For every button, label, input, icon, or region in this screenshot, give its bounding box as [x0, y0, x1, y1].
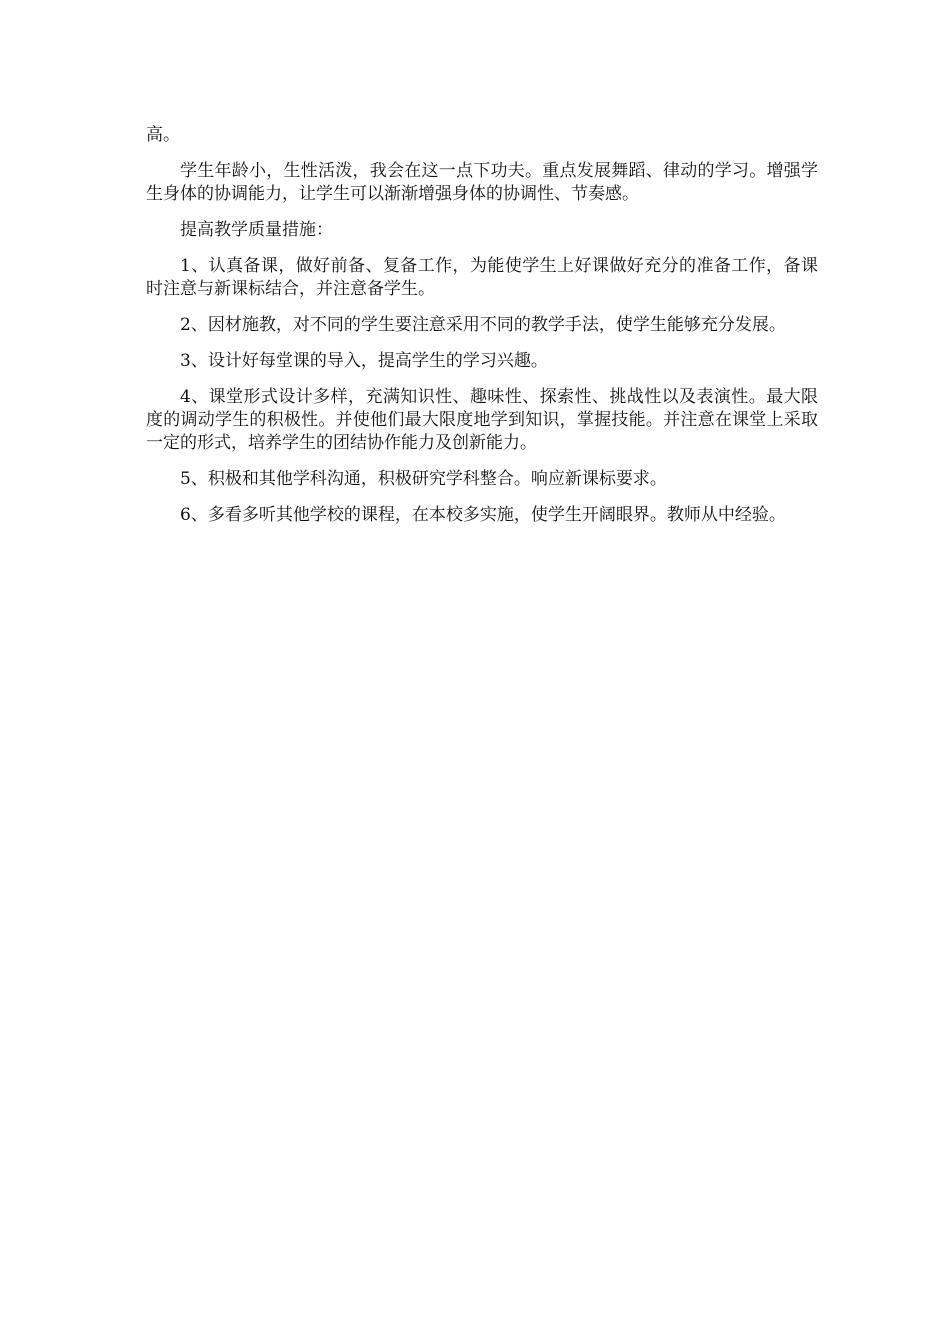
paragraph-measures-heading: 提高教学质量措施： [180, 220, 333, 240]
paragraph-continuation: 高。 [146, 125, 180, 145]
paragraph-measure-3: 3、设计好每堂课的导入，提高学生的学习兴趣。 [180, 351, 548, 371]
paragraph-measure-1: 1、认真备课，做好前备、复备工作，为能使学生上好课做好充分的准备工作，备课时注意与新课标结合，并注意备学生。 [146, 256, 818, 299]
document-body [146, 124, 818, 540]
paragraph-student-characteristics: 学生年龄小，生性活泼，我会在这一点下功夫。重点发展舞蹈、律动的学习。增强学生身体的协调能力，让学生可以渐渐增强身体的协调性、节奏感。 [146, 161, 818, 204]
paragraph-measure-4: 4、课堂形式设计多样，充满知识性、趣味性、探索性、挑战性以及表演性。最大限度的调动学生的积极性。并使他们最大限度地学到知识，掌握技能。并注意在课堂上采取一定的形式，培养学生的团结协作能力及创新能力。 [146, 387, 818, 453]
paragraph-measure-2: 2、因材施教，对不同的学生要注意采用不同的教学手法，使学生能够充分发展。 [180, 315, 786, 335]
paragraph-measure-5: 5、积极和其他学科沟通，积极研究学科整合。响应新课标要求。 [180, 469, 667, 489]
paragraph-measure-6: 6、多看多听其他学校的课程，在本校多实施，使学生开阔眼界。教师从中经验。 [180, 505, 786, 525]
